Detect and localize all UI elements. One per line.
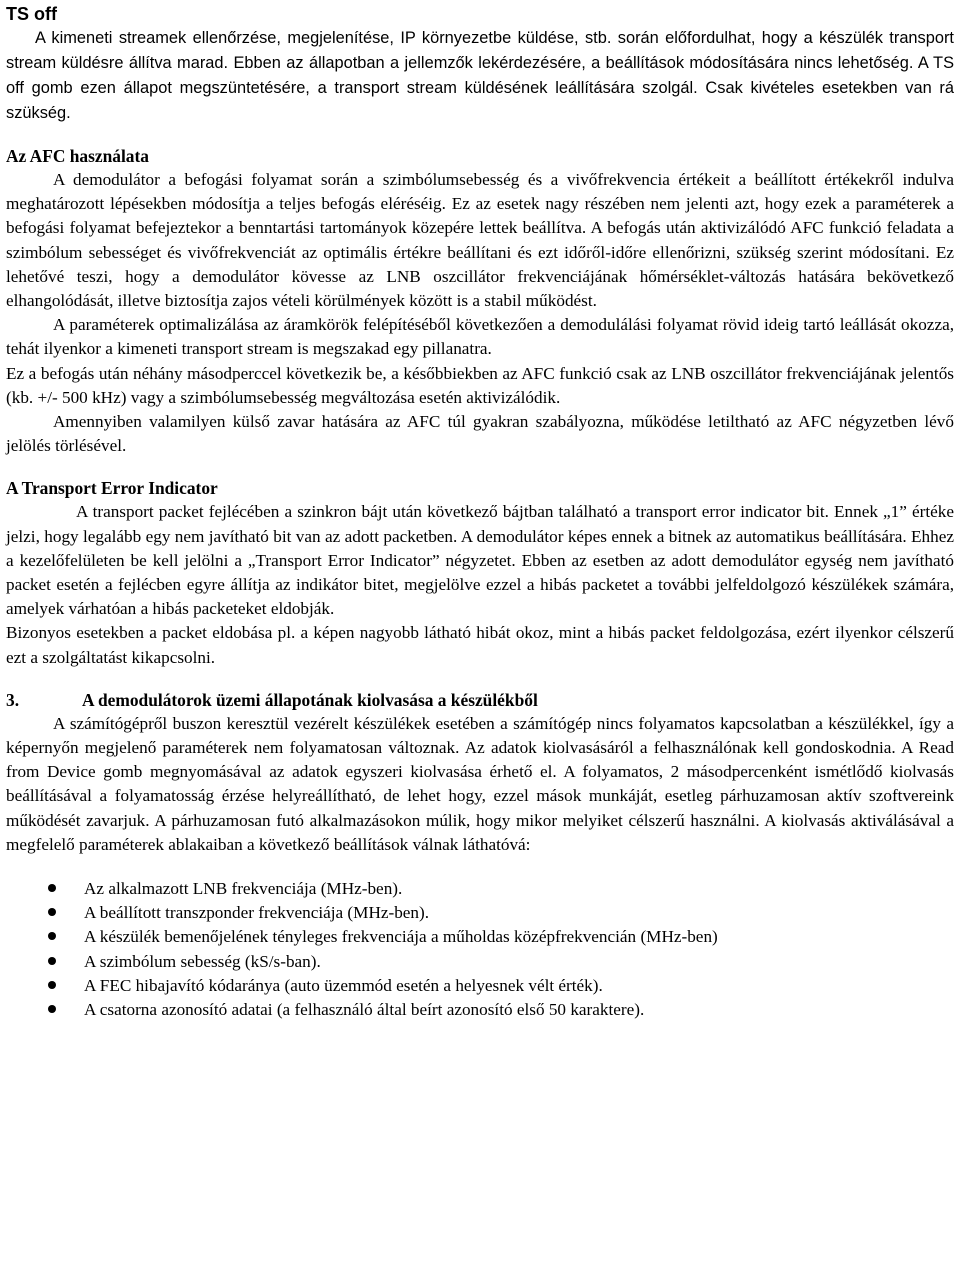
section-3-heading — [6, 688, 954, 712]
afc-heading: Az AFC használata — [6, 146, 149, 166]
bullet-icon — [48, 957, 56, 965]
afc-paragraph-2: A paraméterek optimalizálása az áramkörök felépítéséből következően a demodulálási folyamat rövid ideig tartó leállását okozza, tehát ilyenkor a kimeneti transport stream is megszakad egy pillanatra. — [6, 315, 954, 359]
spacer — [6, 126, 954, 144]
list-item: A FEC hibajavító kódaránya (auto üzemmód esetén a helyesnek vélt érték). — [6, 974, 954, 998]
document-page — [0, 2, 960, 1022]
bullet-icon — [48, 1005, 56, 1013]
list-item: A készülék bemenőjelének tényleges frekvenciája a műholdas középfrekvencián (MHz-ben) — [6, 925, 954, 949]
section-title: A demodulátorok üzemi állapotának kiolvasása a készülékből — [82, 689, 538, 710]
tei-paragraph-2: Bizonyos esetekben a packet eldobása pl. a képen nagyobb látható hibát okoz, mint a hibás packet feldolgozása, ezért ilyenkor célszerű ezt a szolgáltatást kikapcsolni. — [6, 623, 954, 667]
bullet-icon — [48, 884, 56, 892]
tei-heading: A Transport Error Indicator — [6, 478, 218, 499]
settings-list — [6, 877, 954, 1022]
spacer — [6, 458, 954, 476]
section-number: 3. — [6, 689, 20, 710]
list-item: Az alkalmazott LNB frekvenciája (MHz-ben). — [6, 877, 954, 901]
spacer — [6, 670, 954, 688]
section-3-paragraph: A számítógépről buszon keresztül vezérelt készülékek esetében a számítógép nincs folyamatos kapcsolatban a készülékkel, így a képernyőn megjelenő paraméterek nem folyamatosan változnak. Az adatok kiolvasásáról a felhasználónak kell gondoskodnia. A Read from Device gomb megnyomásával az adatok egyszeri kiolvasása érhető el. A folyamatos, 2 másodpercenként ismétlődő kiolvasás beállításával a folyamatosság érzése helyreállítható, de lehet hogy, ezzel mások munkáját, esetleg párhuzamosan aktív szoftvereink működését zavarjuk. A párhuzamosan futó alkalmazásokon múlik, hogy mikor melyiket célszerű használni. A kiolvasás aktiválásával a megfelelő paraméterek ablakaiban a következő beállítások válnak láthatóvá: — [6, 713, 954, 854]
list-item: A csatorna azonosító adatai (a felhasználó által beírt azonosító első 50 karaktere). — [6, 998, 954, 1022]
afc-paragraph-1: A demodulátor a befogási folyamat során a szimbólumsebesség és a vivőfrekvencia értékeit a beállított értékekről indulva meghatározott lépésekben módosítja a teljes befogás eléréséig. Ez az esetek nagy részében nem jelenti azt, hogy ezek a paraméterek a befogási folyamat befejeztekor a benntartási tartományok közepére lettek beállítva. A befogás után aktivizálódó AFC funkció feladata a szimbólum sebességet és vivőfrekvenciát az optimális értékre beállítani és ezt időről-időre ellenőrizni, szükség szerint módosítani. Ez lehetővé teszi, hogy a demodulátor kövesse az LNB oszcillátor frekvenciájának hőmérséklet-változás hatására bekövetkező elhangolódását, illetve biztosítja zajos vételi körülmények között is a stabil működést. — [6, 170, 954, 311]
list-item: A szimbólum sebesség (kS/s-ban). — [6, 950, 954, 974]
ts-off-paragraph: A kimeneti streamek ellenőrzése, megjelenítése, IP környezetbe küldése, stb. során előfordulhat, hogy a készülék transport stream küldésre állítva marad. Ebben az állapotban a jellemzők lekérdezésére, a beállítások módosítására nincs lehetőség. A TS off gomb ezen állapot megszüntetésére, a transport stream küldésének leállítására szolgál. Csak kivételes esetekben van rá szükség. — [6, 29, 954, 122]
tei-paragraph-1: A transport packet fejlécében a szinkron bájt után következő bájtban található a transport error indicator bit. Ennek „1” értéke jelzi, hogy legalább egy nem javítható bit van az adott packetben. A demodulátor képes ennek a bitnek az automatikus beállítására. Ehhez a kezelőfelületen be kell jelölni a „Transport Error Indicator” négyzetet. Ebben az esetben az adott demodulátor egység nem javítható packet esetén a fejlécben egyre állítja az indikátor bitet, megjelölve ezzel a hibás packetet a további jelfeldolgozó készülékek számára, amelyek várhatóan a hibás packeteket eldobják. — [6, 502, 954, 619]
ts-off-heading: TS off — [6, 4, 57, 24]
bullet-icon — [48, 981, 56, 989]
list-item: A beállított transzponder frekvenciája (MHz-ben). — [6, 901, 954, 925]
afc-paragraph-4: Amennyiben valamilyen külső zavar hatására az AFC túl gyakran szabályozna, működése letiltható az AFC négyzetben lévő jelölés törlésével. — [6, 412, 954, 456]
bullet-icon — [48, 908, 56, 916]
afc-paragraph-3: Ez a befogás után néhány másodperccel következik be, a későbbiekben az AFC funkció csak az LNB oszcillátor frekvenciájának jelentős (kb. +/- 500 kHz) vagy a szimbólumsebesség megváltozása esetén aktivizálódik. — [6, 363, 954, 407]
bullet-icon — [48, 932, 56, 940]
